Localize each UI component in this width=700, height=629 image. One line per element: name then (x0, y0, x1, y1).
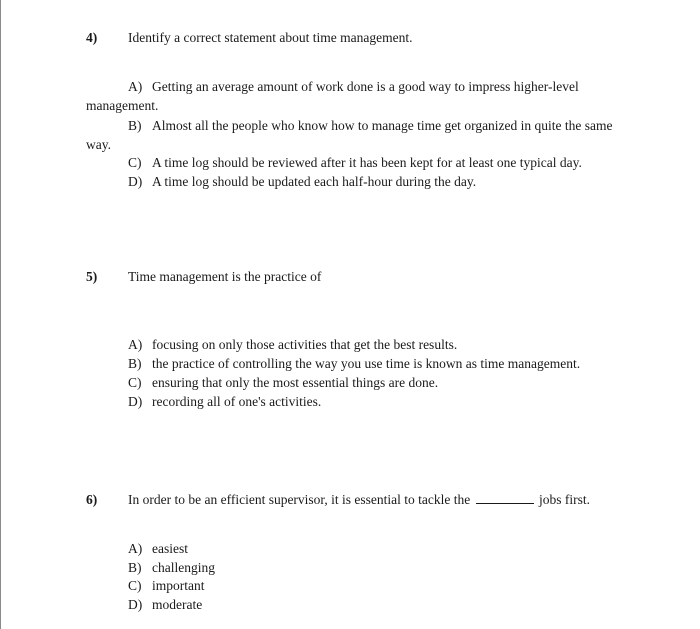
option-text: moderate (152, 597, 203, 612)
question-6-stem (128, 491, 590, 509)
option-text: challenging (152, 560, 215, 575)
option-text: Getting an average amount of work done is a good way to impress higher-level (152, 79, 579, 94)
option-letter: B) (128, 560, 142, 575)
option-text: the practice of controlling the way you use time is known as time management. (152, 356, 581, 371)
option-letter: A) (128, 337, 143, 352)
question-5-option-b (128, 355, 580, 373)
option-letter: C) (128, 375, 142, 390)
option-letter: B) (128, 118, 142, 133)
question-6-option-c (128, 577, 205, 595)
option-text: focusing on only those activities that get the best results. (152, 337, 458, 352)
question-4-option-b (128, 117, 613, 135)
question-6-number: 6) (86, 492, 98, 507)
question-4-option-a (128, 78, 579, 96)
question-4-option-c (128, 154, 582, 172)
option-text: easiest (152, 541, 188, 556)
option-text: ensuring that only the most essential things are done. (152, 375, 439, 390)
question-6-option-b (128, 559, 215, 577)
question-6-option-a (128, 540, 188, 558)
question-5-stem: Time management is the practice of (128, 269, 322, 284)
option-letter: D) (128, 597, 143, 612)
question-4-option-d (128, 173, 476, 191)
page-left-border (0, 0, 1, 629)
question-6-option-d (128, 596, 202, 614)
fill-in-blank (476, 491, 534, 504)
question-6-stem-before: In order to be an efficient supervisor, it is essential to tackle the (128, 492, 471, 507)
option-text: A time log should be updated each half-hour during the day. (152, 174, 477, 189)
question-5-option-c (128, 374, 438, 392)
question-5-option-d (128, 393, 321, 411)
option-text: recording all of one's activities. (152, 394, 322, 409)
option-letter: D) (128, 174, 143, 189)
question-4-number: 4) (86, 30, 98, 45)
question-4-option-a-continuation: management. (86, 98, 159, 113)
option-text: important (152, 578, 205, 593)
question-5-option-a (128, 336, 457, 354)
question-4-stem: Identify a correct statement about time management. (128, 30, 413, 45)
option-letter: C) (128, 578, 142, 593)
question-4-option-b-continuation: way. (86, 137, 111, 152)
option-letter: B) (128, 356, 142, 371)
question-5-number: 5) (86, 269, 98, 284)
option-letter: A) (128, 541, 143, 556)
option-letter: C) (128, 155, 142, 170)
option-letter: A) (128, 79, 143, 94)
question-6-stem-after: jobs first. (538, 492, 590, 507)
option-text: Almost all the people who know how to manage time get organized in quite the same (152, 118, 613, 133)
option-letter: D) (128, 394, 143, 409)
option-text: A time log should be reviewed after it has been kept for at least one typical day. (152, 155, 582, 170)
